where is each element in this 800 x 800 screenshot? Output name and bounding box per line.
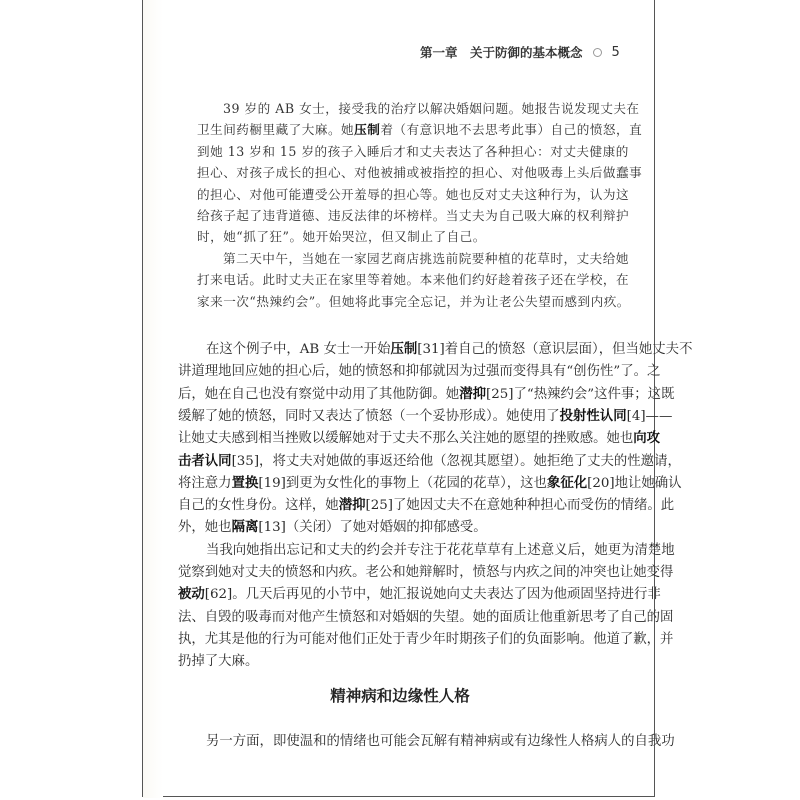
defense-term: 投射性认同 [559,408,627,424]
text-line [178,472,682,491]
text-segment: 卫生间药橱里藏了大麻。她 [197,122,355,138]
text-line [197,162,643,181]
text-line [178,650,612,669]
text-line [178,583,661,603]
text-line [178,561,674,580]
text-segment: 在这个例子中，AB 女士一开始 [206,342,391,357]
page-gutter-shadow [143,0,163,798]
text-segment: 当我向她指出忘记和丈夫的约会并专注于花花草草有上述意义后，她更为清楚地 [206,542,675,558]
defense-term: 潜抑 [459,386,486,402]
text-segment: [25]了“热辣约会”这件事；这既 [485,386,675,402]
chapter-title: 第一章 关于防御的基本概念 [420,45,583,60]
defense-term: 压制 [390,342,418,357]
text-segment: 家来一次“热辣约会”。但她将此事完全忘记，并为让老公失望而感到内疚。 [197,293,630,309]
text-line [206,338,693,357]
circle-separator-icon [593,48,602,57]
text-line [197,226,583,245]
text-line [178,628,674,647]
text-segment: [13]（关闭）了她对婚姻的抑郁感受。 [258,520,487,536]
text-line [197,119,643,138]
text-line [178,606,674,625]
text-segment: 缓解了她的愤怒，同时又表达了愤怒（一个妥协形成）。她使用了 [178,408,560,424]
text-segment: [4]—— [626,408,673,424]
text-segment: 打来电话。此时丈夫正在家里等着她。本来他们约好趁着孩子还在学校，在 [197,272,630,288]
text-segment: 法、自毁的吸毒而对他产生愤怒和对婚姻的失望。她的面质让他重新思考了自己的固 [178,609,674,625]
text-segment: 39 岁的 AB 女士，接受我的治疗以解决婚姻问题。她报告说发现丈夫在 [223,101,640,116]
defense-term: 向攻 [633,431,661,447]
text-segment: 外，她也 [178,520,232,536]
text-segment: [20]地让她确认 [587,475,682,491]
text-segment: 时，她“抓了狂”。她开始哭泣，但又制止了自己。 [197,229,486,245]
text-segment: 执，尤其是他的行为可能对他们正处于青少年时期孩子们的负面影响。他道了歉，并 [178,631,674,647]
text-segment: [62]。几天后再见的小节中，她汇报说她向丈夫表达了因为他顽固坚持进行非 [204,587,661,603]
text-segment: [25]了她因丈夫不在意她种种担心而受伤的情绪。此 [365,498,675,514]
defense-term: 置换 [231,475,259,491]
text-line [223,98,640,117]
defense-term: 被动 [178,587,205,603]
text-segment: 另一方面，即使温和的情绪也可能会瓦解有精神病或有边缘性人格病人的自我功 [206,734,675,749]
text-segment: 第二天中午，当她在一家园艺商店挑选前院要种植的花草时，丈夫给她 [223,250,629,266]
text-line [197,269,630,288]
text-segment: 让她丈夫感到相当挫败以缓解她对于丈夫不那么关注她的愿望的挫败感。她也 [178,431,634,447]
text-segment: 担心、对孩子成长的担心、对他被捕或被指控的担心、对他吸毒上头后做蠢事 [197,165,643,181]
defense-term: 击者认同 [178,453,232,469]
text-line [178,450,681,469]
text-line [197,141,629,160]
text-segment: 给孩子起了违背道德、违反法律的坏榜样。当丈夫为自己吸大麻的权利辩护 [197,208,630,223]
defense-term: 隔离 [231,520,259,536]
text-segment: [35]，将丈夫对她做的事返还给他（忽视其愿望）。她拒绝了丈夫的性邀请， [231,453,681,469]
text-line [197,205,630,224]
text-segment: 的担心、对他可能遭受公开羞辱的担心等。她也反对丈夫这种行为，认为这 [197,186,630,202]
text-line [197,291,630,310]
text-segment: 讲道理地回应她的担心后，她的愤怒和抑郁就因为过强而变得具有“创伤性”了。之 [178,364,661,380]
page-number: 5 [611,44,620,60]
text-segment: 自己的女性身份。这样，她 [178,498,339,514]
defense-term: 压制 [354,122,381,138]
text-line [178,360,661,380]
section-heading: 精神病和边缘性人格 [330,687,470,705]
text-segment: 觉察到她对丈夫的愤怒和内疚。老公和她辩解时，愤怒与内疚之间的冲突也让她变得 [178,565,674,580]
text-segment: 将注意力 [178,475,232,491]
text-line [206,539,675,558]
text-line [197,184,630,203]
defense-term: 象征化 [546,475,588,491]
text-segment: 后，她在自己也没有察觉中动用了其他防御。她 [178,386,460,402]
text-segment: [31]着自己的愤怒（意识层面），但当她丈夫不 [417,342,693,357]
text-line [178,383,675,402]
text-segment: 扔掉了大麻。 [178,654,259,670]
text-segment: 着（有意识地不去思考此事）自己的愤怒，直 [380,122,643,138]
text-line [223,248,629,267]
text-line [178,427,661,447]
defense-term: 潜抑 [338,498,366,514]
text-line [206,730,675,749]
text-segment: [19]到更为女性化的事物上（花园的花草），这也 [258,475,547,491]
text-line [178,494,675,514]
text-line [178,516,612,535]
running-header [420,43,620,61]
text-segment: 到她 13 岁和 15 岁的孩子入睡后才和丈夫表达了各种担心：对丈夫健康的 [197,143,629,159]
text-line [178,405,673,424]
